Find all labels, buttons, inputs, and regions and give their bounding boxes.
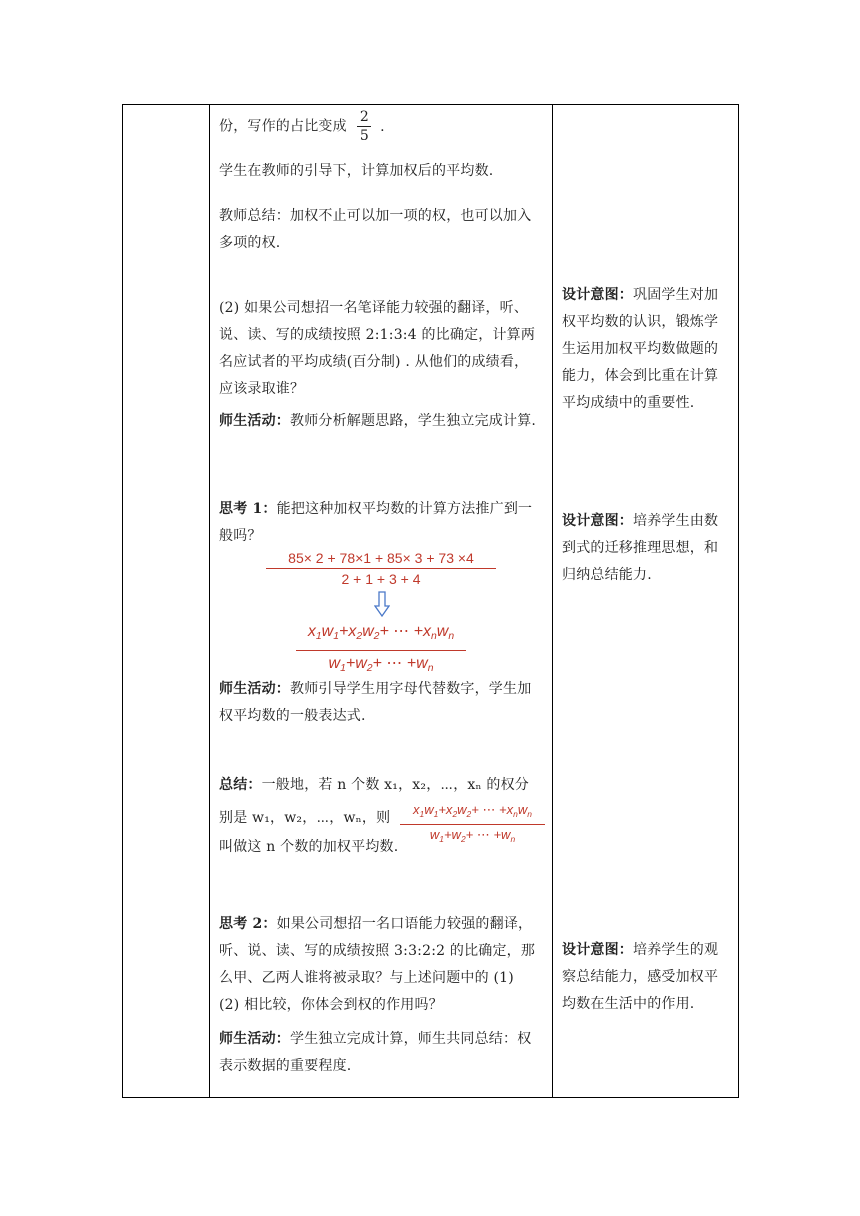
inline-weighted-mean-formula (400, 801, 545, 848)
activity-2-line-2: 权平均数的一般表达式. (219, 708, 366, 724)
design-intent-3-line-3: 均数在生活中的作用. (562, 996, 695, 1012)
text-line-proportion (219, 108, 385, 145)
general-formula-numerator: $x_1w_1+x_2w_2+$ ⋯ $+x_nw_n$ (307, 623, 455, 642)
design-intent-label: 设计意图： (562, 513, 633, 529)
formula-numerator: 85× 2 + 78×1 + 85× 3 + 73 ×4 (288, 550, 474, 566)
period: . (380, 118, 385, 135)
design-intent-1-line-1: 巩固学生对加 (633, 287, 719, 303)
design-intent-3-line-1: 培养学生的观 (633, 942, 719, 958)
activity-text: 教师分析解题思路，学生独立完成计算. (290, 413, 537, 429)
think-2-line-1: 如果公司想招一名口语能力较强的翻译， (276, 916, 533, 932)
summary-label: 总结： (219, 777, 262, 793)
design-intent-3-line-2: 察总结能力，感受加权平 (562, 969, 719, 985)
think-label: 思考 2： (219, 916, 277, 932)
think-2-line-4: (2) 相比较，你体会到权的作用吗？ (219, 997, 443, 1013)
paragraph-teacher-summary (219, 203, 531, 257)
activity-3 (219, 1026, 531, 1080)
numeric-weighted-mean-formula (266, 549, 496, 588)
activity-label: 师生活动： (219, 1031, 290, 1047)
summary-line-2: 别是 w₁，w₂，⋯，wₙ，则 (219, 810, 391, 826)
design-intent-2 (562, 508, 718, 589)
summary-line-1: 一般地，若 n 个数 x₁，x₂，⋯，xₙ 的权分 (261, 777, 529, 793)
design-intent-1 (562, 282, 718, 417)
proportion-text: 份，写作的占比变成 (219, 118, 347, 135)
fraction-numerator: 2 (359, 109, 370, 125)
general-weighted-mean-formula (296, 621, 466, 680)
think-2 (219, 911, 535, 1019)
question-2-line-1: (2) 如果公司想招一名笔译能力较强的翻译，听、 (219, 300, 529, 316)
activity-2 (219, 676, 531, 730)
design-intent-1-line-2: 权平均数的认识，锻炼学 (562, 314, 719, 330)
question-2-line-4: 应该录取谁？ (219, 381, 305, 397)
question-2-line-3: 名应试者的平均成绩(百分制) . 从他们的成绩看， (219, 354, 529, 370)
think-label: 思考 1： (219, 501, 277, 517)
question-2 (219, 295, 535, 403)
design-intent-1-line-5: 平均成绩中的重要性. (562, 395, 695, 411)
activity-label: 师生活动： (219, 681, 290, 697)
activity-3-line-1: 学生独立完成计算，师生共同总结：权 (290, 1031, 532, 1047)
think-1-line-1: 能把这种加权平均数的计算方法推广到一 (276, 501, 533, 517)
think-1-line-2: 般吗？ (219, 528, 262, 544)
activity-label: 师生活动： (219, 413, 290, 429)
activity-2-line-1: 教师引导学生用字母代替数字，学生加 (290, 681, 532, 697)
general-formula-denominator: $w_1+w_2+$ ⋯ $+w_n$ (328, 655, 434, 674)
design-intent-label: 设计意图： (562, 287, 633, 303)
design-intent-2-line-3: 归纳总结能力. (562, 567, 652, 583)
column-divider-1 (209, 104, 210, 1097)
formula-denominator: 2 + 1 + 3 + 4 (341, 571, 421, 587)
summary-line-3: 叫做这 n 个数的加权平均数. (219, 839, 399, 855)
column-divider-2 (552, 104, 553, 1097)
think-1 (219, 496, 532, 550)
design-intent-3 (562, 937, 718, 1018)
activity-3-line-2: 表示数据的重要程度. (219, 1058, 352, 1074)
summary-line-1: 教师总结：加权不止可以加一项的权，也可以加入 (219, 208, 532, 224)
design-intent-1-line-4: 能力，体会到比重在计算 (562, 368, 719, 384)
design-intent-1-line-3: 生运用加权平均数做题的 (562, 341, 719, 357)
paragraph-student-calc: 学生在教师的引导下，计算加权后的平均数. (219, 163, 494, 179)
summary-line-2: 多项的权. (219, 235, 281, 251)
design-intent-2-line-1: 培养学生由数 (633, 513, 719, 529)
question-2-line-2: 说、读、写的成绩按照 2:1:3:4 的比确定，计算两 (219, 327, 536, 343)
fraction-denominator: 5 (359, 128, 370, 144)
fraction-two-fifths (357, 108, 371, 145)
think-2-line-2: 听、说、读、写的成绩按照 3:3:2:2 的比确定，那 (219, 943, 536, 959)
inline-formula-numerator: $x_1w_1+x_2w_2+$ ⋯ $+x_nw_n$ (413, 802, 532, 819)
activity-1 (219, 408, 536, 435)
inline-formula-denominator: $w_1+w_2+$ ⋯ $+w_n$ (429, 827, 516, 844)
design-intent-label: 设计意图： (562, 942, 633, 958)
design-intent-2-line-2: 到式的迁移推理思想，和 (562, 540, 719, 556)
down-arrow-icon (374, 591, 390, 617)
think-2-line-3: 么甲、乙两人谁将被录取？与上述问题中的 (1) (219, 970, 514, 986)
